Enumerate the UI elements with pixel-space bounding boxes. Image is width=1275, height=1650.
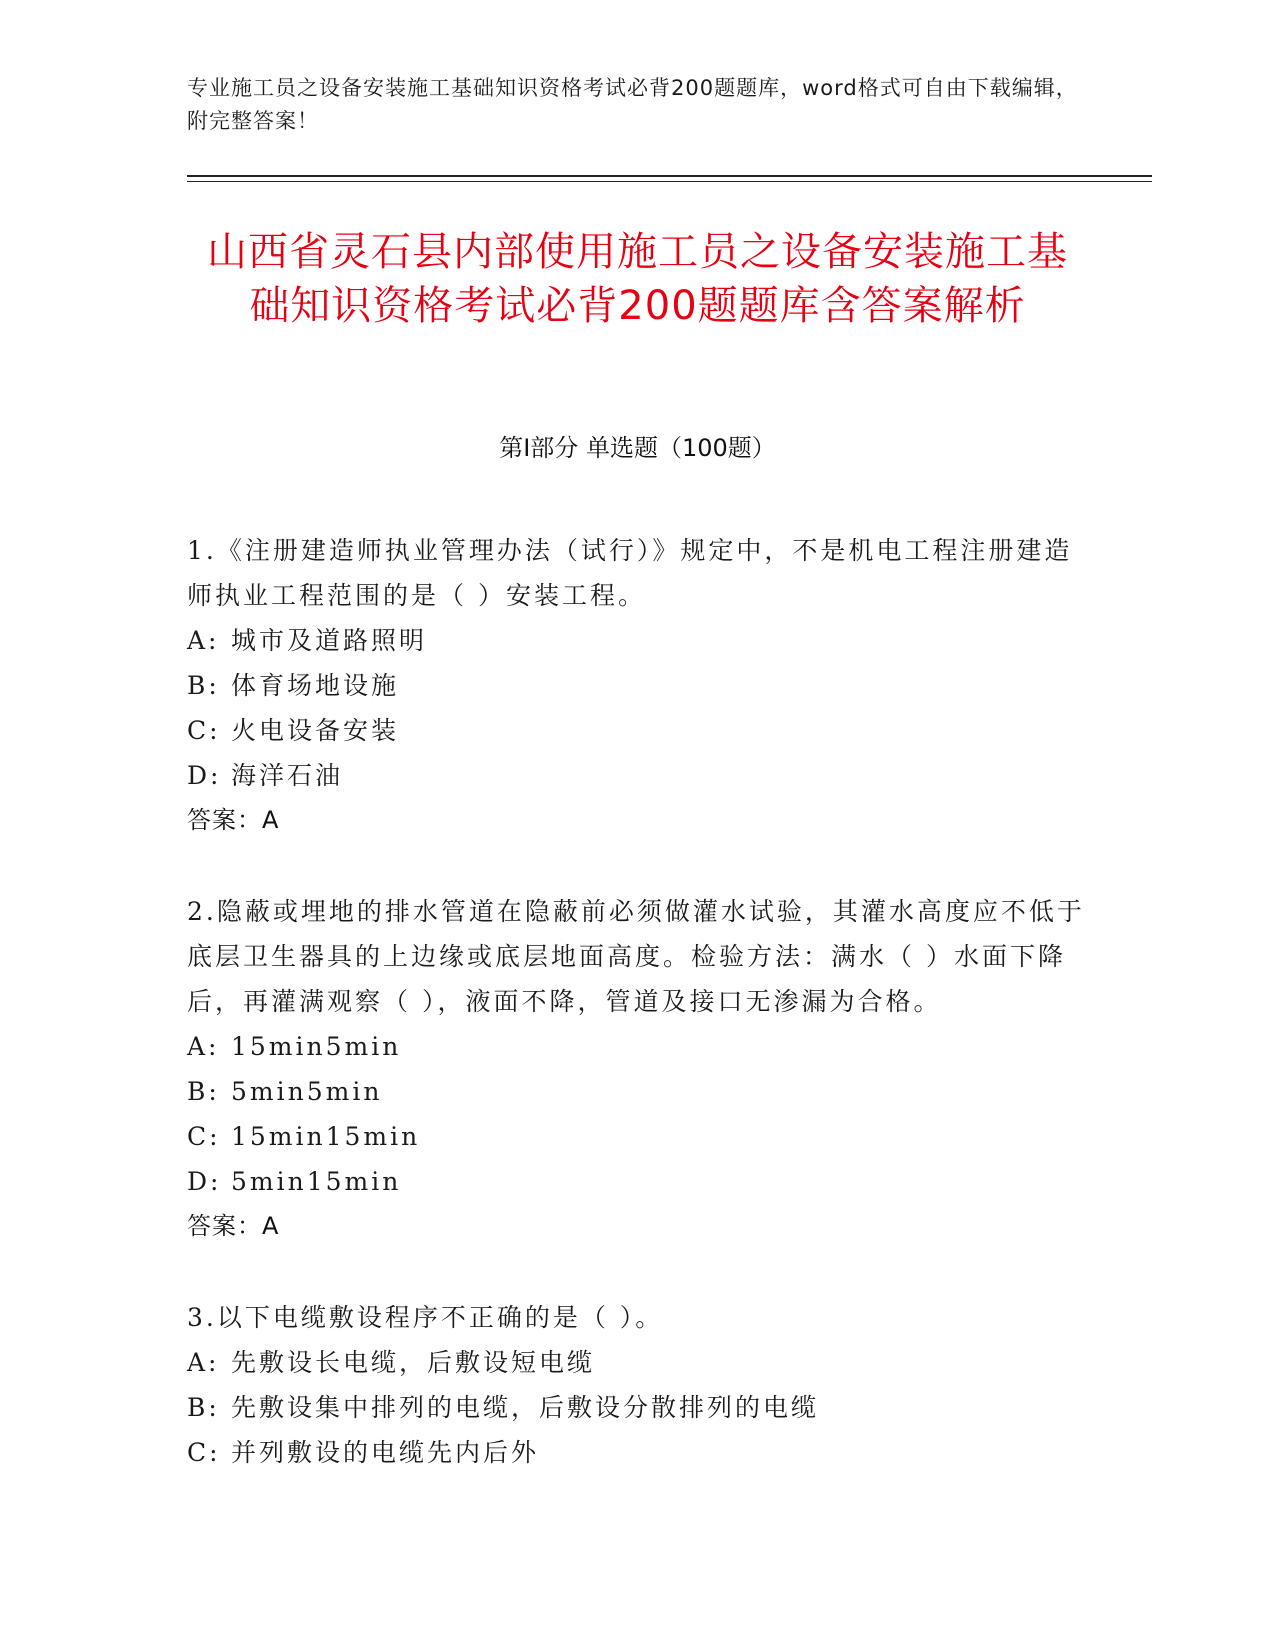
option-key: C: [187, 716, 221, 745]
option-d [187, 753, 1087, 798]
answer: 答案：A [187, 1212, 280, 1240]
option-key: D: [187, 761, 222, 790]
option-b [187, 663, 1087, 708]
option-key: A: [187, 626, 220, 655]
option-key: A: [187, 1032, 220, 1061]
option-c [187, 1114, 1087, 1159]
question-2 [187, 889, 1087, 1249]
option-text: 体育场地设施 [231, 671, 400, 700]
answer: 答案：A [187, 806, 280, 834]
option-a [187, 1024, 1087, 1069]
option-key: B: [187, 1077, 220, 1106]
option-c [187, 708, 1087, 753]
question-3 [187, 1295, 1087, 1475]
document-title: 山西省灵石县内部使用施工员之设备安装施工基础知识资格考试必背200题题库含答案解析 [207, 229, 1068, 329]
option-text: 15min5min [231, 1032, 402, 1061]
option-text: 15min15min [231, 1122, 421, 1151]
option-text: 先敷设长电缆，后敷设短电缆 [231, 1348, 596, 1377]
header-note: 专业施工员之设备安装施工基础知识资格考试必背200题题库，word格式可自由下载编辑，附完整答案！ [187, 76, 1078, 133]
option-key: B: [187, 671, 220, 700]
option-b [187, 1069, 1087, 1114]
option-text: 并列敷设的电缆先内后外 [231, 1438, 540, 1467]
option-text: 先敷设集中排列的电缆，后敷设分散排列的电缆 [231, 1393, 820, 1422]
option-text: 5min15min [231, 1167, 402, 1196]
option-key: B: [187, 1393, 220, 1422]
question-list [187, 528, 1087, 1521]
option-text: 城市及道路照明 [231, 626, 428, 655]
header-divider-thin [187, 181, 1152, 182]
option-c [187, 1430, 1087, 1475]
option-text: 火电设备安装 [231, 716, 400, 745]
option-a [187, 618, 1087, 663]
option-key: A: [187, 1348, 220, 1377]
header-divider-thick [187, 175, 1152, 177]
option-a [187, 1340, 1087, 1385]
question-1 [187, 528, 1087, 843]
option-text: 5min5min [231, 1077, 383, 1106]
question-stem: 1.《注册建造师执业管理办法（试行）》规定中，不是机电工程注册建造师执业工程范围的是（ ）安装工程。 [187, 536, 1073, 610]
section-title: 第Ⅰ部分 单选题（100题） [499, 434, 776, 462]
option-b [187, 1385, 1087, 1430]
option-text: 海洋石油 [231, 761, 344, 790]
option-key: C: [187, 1438, 221, 1467]
option-d [187, 1159, 1087, 1204]
option-key: D: [187, 1167, 222, 1196]
question-stem: 2.隐蔽或埋地的排水管道在隐蔽前必须做灌水试验，其灌水高度应不低于底层卫生器具的上边缘或底层地面高度。检验方法：满水（ ）水面下降后，再灌满观察（ ），液面不降，管道及接口无渗漏为合格。 [187, 897, 1085, 1016]
question-stem: 3.以下电缆敷设程序不正确的是（ ）。 [187, 1303, 664, 1332]
option-key: C: [187, 1122, 221, 1151]
